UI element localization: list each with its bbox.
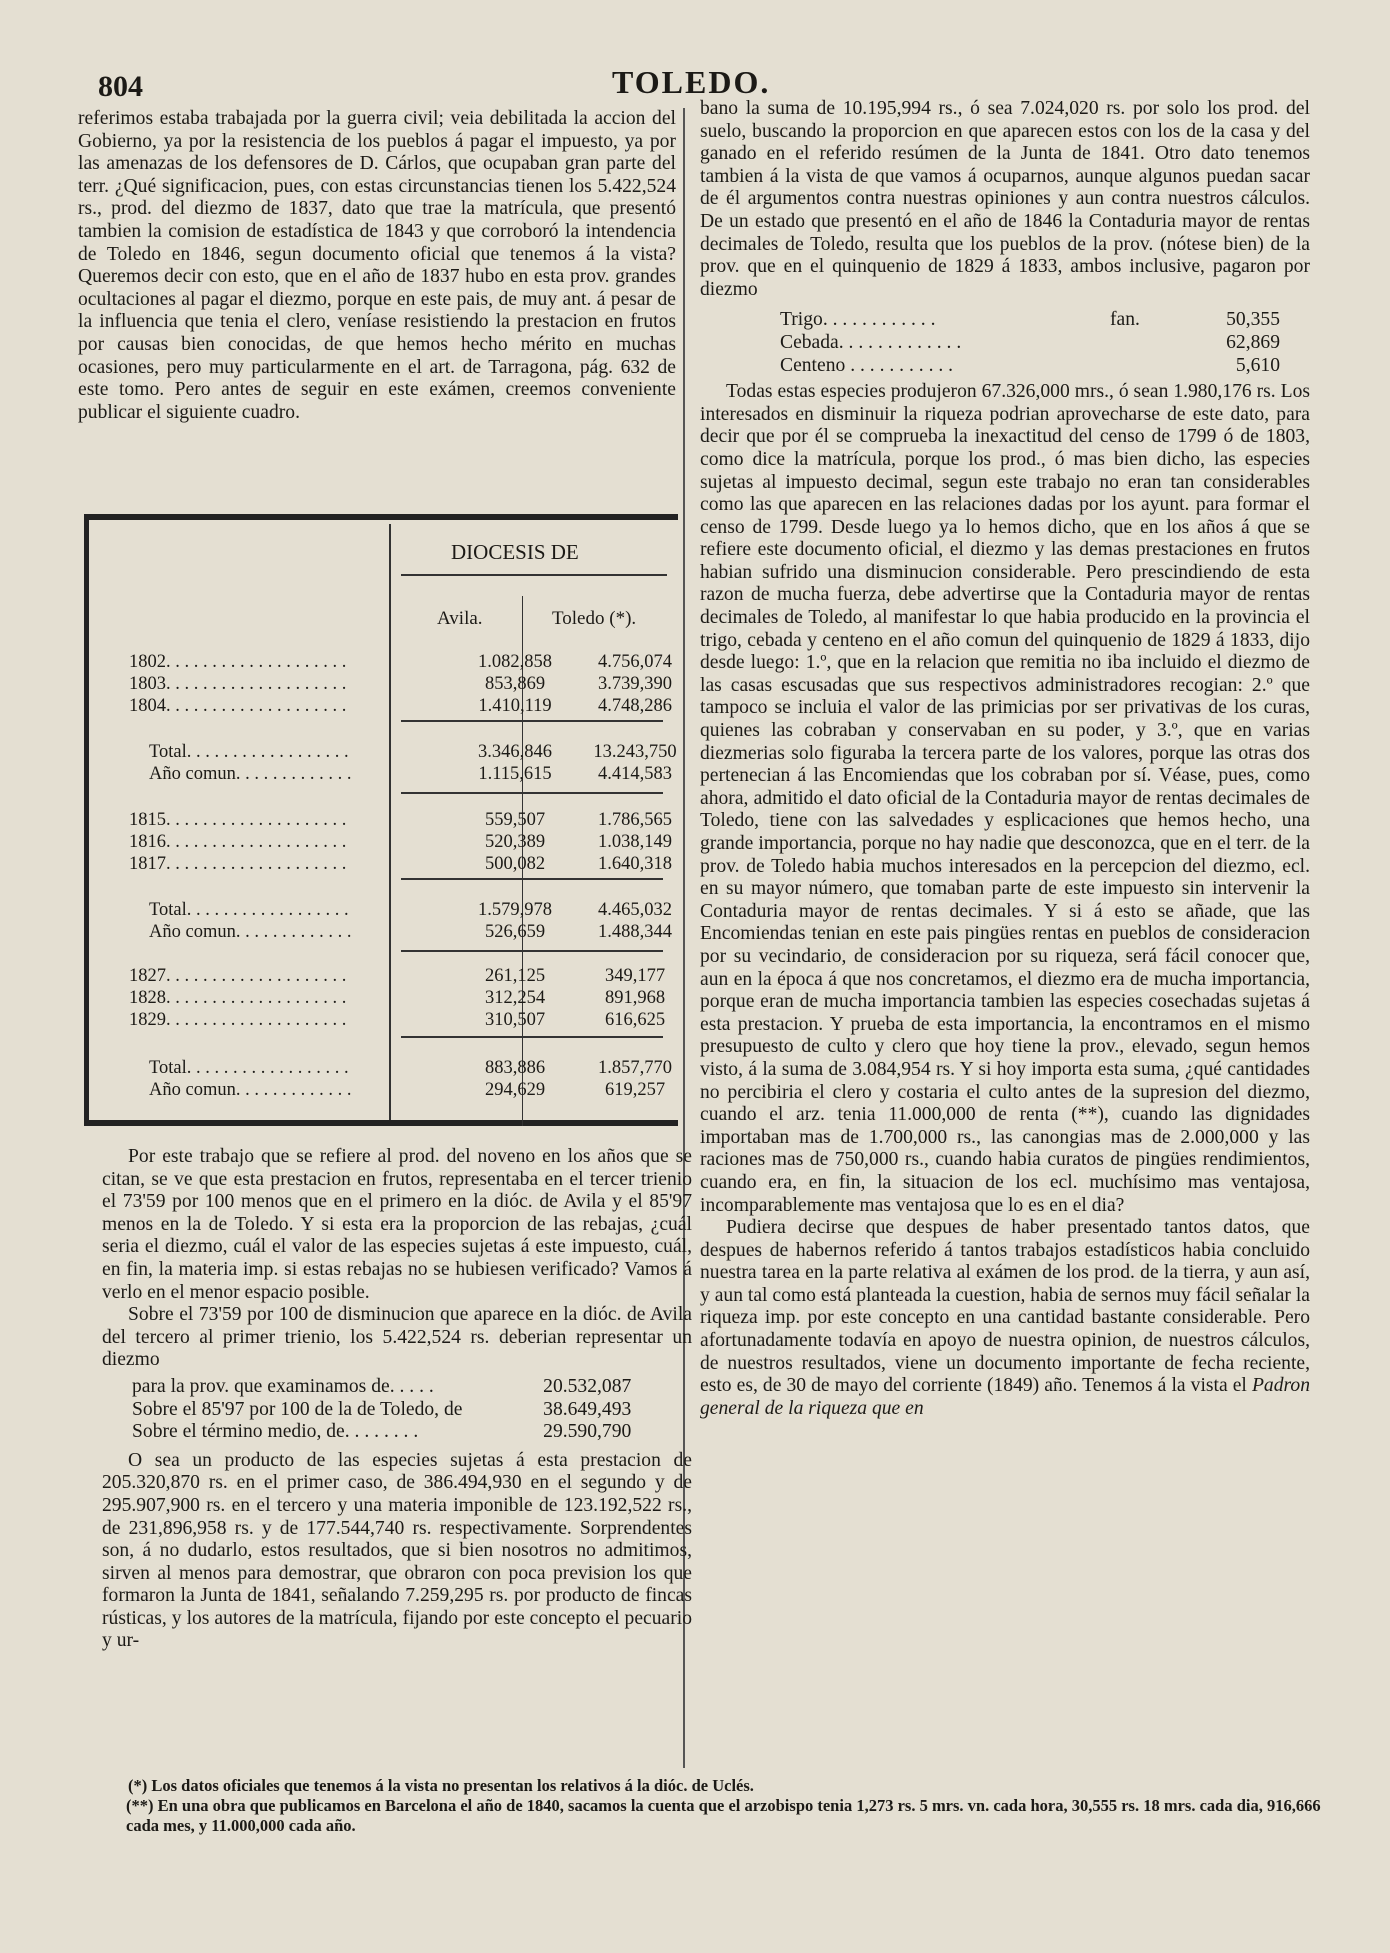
col-header-avila: Avila. bbox=[437, 608, 483, 629]
table-row: Año comun. . . . . . . . . . . . . 1.115,615 4.414,583 bbox=[149, 764, 672, 784]
paragraph: Sobre el 73'59 por 100 de disminucion que aparece en la dióc. de Avila del tercero al primer trienio, los 5.422,524 rs. deberian representar un diezmo bbox=[102, 1304, 692, 1371]
table-title-rule bbox=[401, 574, 667, 576]
grain-label: Trigo. . . . . . . . . . . . bbox=[780, 309, 936, 331]
grain-value: 62,869 bbox=[1226, 331, 1280, 353]
total-rule bbox=[401, 878, 663, 880]
grain-label: Centeno . . . . . . . . . . . bbox=[780, 354, 954, 376]
paragraph-text: Pudiera decirse que despues de haber presentado tantos datos, que despues de habernos referido á tantos trabajos estadísticos habia concluido nuestra tarea en la parte relativa al exámen de los prod. de la tierra, y aun así, y aun tal como está planteada la cuestion, habia de sernos muy fácil señalar la riqueza imp. por este concepto en una cantidad bastante considerable. Pero afortunadamente todavía en apoyo de nuestra opinion, de nuestros cálculos, de nuestros resultados, viene un documento importante de fecha reciente, esto es, de 30 de mayo del corriente (1849) año. Tenemos á la vista el bbox=[700, 1217, 1310, 1397]
estimate-table bbox=[132, 1376, 692, 1444]
table-row: 1817. . . . . . . . . . . . . . . . . . . . 500,082 1.640,318 bbox=[129, 854, 672, 874]
table-row: 1827. . . . . . . . . . . . . . . . . . . . 261,125 349,177 bbox=[129, 966, 666, 986]
group-rule bbox=[401, 792, 663, 794]
total-rule bbox=[401, 1036, 663, 1038]
table-row: 1803. . . . . . . . . . . . . . . . . . . . 853,869 3.739,390 bbox=[129, 674, 672, 694]
right-column bbox=[700, 98, 1310, 1420]
table-row: 1828. . . . . . . . . . . . . . . . . . . . 312,254 891,968 bbox=[129, 988, 666, 1008]
grain-table bbox=[780, 309, 1310, 377]
grain-unit: fan. bbox=[1110, 309, 1140, 331]
table-row: Total. . . . . . . . . . . . . . . . . . 883,886 1.857,770 bbox=[149, 1058, 672, 1078]
table-row: 1816. . . . . . . . . . . . . . . . . . . . 520,389 1.038,149 bbox=[129, 832, 672, 852]
footnote: (**) En una obra que publicamos en Barcelona el año de 1840, sacamos la cuenta que el arzobispo tenia 1,273 rs. 5 mrs. vn. cada hora, 30,555 rs. 18 mrs. cada dia, 916,666 cada mes, y 11.000,000 cada año. bbox=[126, 1796, 1321, 1835]
grain-label: Cebada. . . . . . . . . . . . . bbox=[780, 331, 962, 353]
col-header-toledo: Toledo (*). bbox=[552, 608, 637, 629]
table-title: DIOCESIS DE bbox=[451, 540, 579, 564]
italic-title: Padron general de la riqueza que en bbox=[700, 1375, 1310, 1419]
grain-unit bbox=[1110, 355, 1200, 378]
footnotes bbox=[128, 1776, 1328, 1836]
estimate-label: Sobre el 85'97 por 100 de la de Toledo, de bbox=[132, 1398, 463, 1420]
paragraph: Todas estas especies produjeron 67.326,000 mrs., ó sean 1.980,176 rs. Los interesados en disminuir la riqueza podrian aprovecharse de este dato, para decir que por él se comprueba la inexactitud del censo de 1799 ó de 1803, como dice la matrícula, porque los prod., ó mas bien dicho, las especies sujetas al impuesto decimal, segun este trabajo no eran tan considerables como las que aparecen en las relaciones dadas por los ayunt. para formar el censo de 1799. Desde luego ya lo hemos dicho, que en los años á que se refiere este documento oficial, el diezmo y las demas prestaciones en frutos habian sufrido una disminucion considerable. Pero prescindiendo de esta razon de mucha fuerza, debe advertirse que la Contaduria mayor de rentas decimales de Toledo, al manifestar lo que habia producido en la provincia el trigo, cebada y centeno en el año comun del quinquenio de 1829 á 1833, dijo desde luego: 1.º, que en la relacion que remitia no iba incluido el diezmo de las casas escusadas que sus respectivos administradores recogian: 2.º que tampoco se incluia el valor de las primicias por ser privativas de los curas, quienes las cobraban y conservaban en su poder, y 3.º, que en varias diezmerias solo figuraba la tercera parte de los valores, porque las otras dos pertenecian á las Encomiendas que los cobraban por sí. Véase, pues, como ahora, admitido el dato oficial de la Contaduria mayor de rentas decimales de Toledo, tiene con las salvedades y esplicaciones que hemos hecho, una grande importancia, porque no hay nadie que desconozca, que en el terr. de la prov. de Toledo habia muchos interesados en la percepcion del diezmo, ecl. en su mayor número, que tomaban parte de este impuesto sin intervenir la Contaduria mayor de rentas decimales. Y si á esto se añade, que las Encomiendas tenian en este pais pingües rentas en pueblos de consideracion por su vecindario, de consideracion por su riqueza, será fácil conocer que, aun en la época á que nos concretamos, el diezmo era de mucha importancia, porque eran de mucha importancia tambien las especies cosechadas sujetas á esta prestacion. Y prueba de esta importancia, la encontramos en el mismo presupuesto de culto y clero que hoy tiene la prov., elevado, segun hemos visto, á la suma de 3.084,954 rs. Y si hoy importa esta suma, ¿qué cantidades no percibiria el clero y costaria el culto antes de la supresion del diezmo, cuando el arz. tenia 11.000,000 de renta (**), cuando las dignidades importaban mas de 1.700,000 rs., las canongias mas de 2.000,000 y las raciones mas de 750,000 rs., cuando habia curatos de pingües rendimientos, cuando era, en fin, la situacion de los ecl. muchísimo mas ventajosa, incomparablemente mas ventajosa que lo es en el dia? bbox=[700, 381, 1310, 1216]
table-row: 1829. . . . . . . . . . . . . . . . . . . . 310,507 616,625 bbox=[129, 1010, 666, 1030]
estimate-label: para la prov. que examinamos de. . . . . bbox=[132, 1375, 434, 1397]
estimate-value: 38.649,493 bbox=[543, 1398, 632, 1420]
diocese-table bbox=[84, 514, 678, 1126]
estimate-label: Sobre el término medio, de. . . . . . . . bbox=[132, 1421, 419, 1443]
grain-value: 50,355 bbox=[1226, 309, 1280, 331]
paragraph: Por este trabajo que se refiere al prod. del noveno en los años que se citan, se ve que esta prestacion en frutos, representaba en el tercer trienio el 73'59 por 100 menos que en el primero en la dióc. de Avila y el 85'97 menos en la de Toledo. Y si esta era la proporcion de las rebajas, ¿cuál seria el diezmo, cuál el valor de las especies sujetas á este impuesto, cuál, en fin, la materia imp. si estas rebajas no se hubiesen verificado? Vamos á verlo en el menor espacio posible. bbox=[102, 1146, 692, 1303]
running-title: TOLEDO. bbox=[612, 64, 771, 100]
group-rule bbox=[401, 950, 663, 952]
footnote: (*) Los datos oficiales que tenemos á la vista no presentan los relativos á la dióc. de Uclés. bbox=[128, 1776, 754, 1795]
total-rule bbox=[401, 720, 663, 722]
paragraph: referimos estaba trabajada por la guerra civil; veia debilitada la accion del Gobierno, ya por la resistencia de los pueblos á pagar el impuesto, ya por las amenazas de los defensores de D. Cárlos, que ocupaban gran parte del terr. ¿Qué significacion, pues, con estas circunstancias tienen los 5.422,524 rs., prod. del diezmo de 1837, dato que trae la matrícula, que presentó tambien la comision de estadística de 1843 y que corroboró la intendencia de Toledo en 1846, segun documento oficial que tenemos á la vista? Queremos decir con esto, que en el año de 1837 hubo en esta prov. grandes ocultaciones al pagar el diezmo, porque en este pais, de muy ant. á pesar de la influencia que tenia el clero, veníase resistiendo la prestacion en frutos por causas bien conocidas, de que hemos hecho mérito en muchas ocasiones, pero muy particularmente en el art. de Tarragona, pág. 632 de este tomo. Pero antes de seguir en este exámen, creemos conveniente publicar el siguiente cuadro. bbox=[78, 108, 676, 423]
grain-value: 5,610 bbox=[1235, 354, 1280, 376]
page-number: 804 bbox=[98, 70, 143, 103]
paragraph: bano la suma de 10.195,994 rs., ó sea 7.024,020 rs. por solo los prod. del suelo, buscando la proporcion en que aparecen estos con los de la casa y del ganado en el referido resúmen de la Junta de 1841. Otro dato tenemos tambien á la vista de que vamos á ocuparnos, aunque algunos puedan sacar de él argumentos contra nuestras opiniones y aun contra nuestros cálculos. De un estado que presentó en el año de 1846 la Contaduria mayor de rentas decimales de Toledo, resulta que los pueblos de la prov. (nótese bien) de la prov. que en el quinquenio de 1829 á 1833, ambos inclusive, pagaron por diezmo bbox=[700, 98, 1310, 300]
left-column-top bbox=[78, 108, 676, 424]
table-row: 1815. . . . . . . . . . . . . . . . . . . . 559,507 1.786,565 bbox=[129, 810, 672, 830]
table-row: 1804. . . . . . . . . . . . . . . . . . . . 1.410,119 4.748,286 bbox=[129, 696, 672, 716]
table-row: 1802. . . . . . . . . . . . . . . . . . . . 1.082,858 4.756,074 bbox=[129, 652, 672, 672]
table-row: Total. . . . . . . . . . . . . . . . . . 3.346,846 13.243,750 bbox=[149, 742, 677, 762]
table-row: Año comun. . . . . . . . . . . . . 294,629 619,257 bbox=[149, 1080, 666, 1100]
grain-unit bbox=[1110, 332, 1200, 355]
table-row: Total. . . . . . . . . . . . . . . . . . 1.579,978 4.465,032 bbox=[149, 900, 672, 920]
paragraph-last bbox=[700, 1217, 1310, 1420]
table-row: Año comun. . . . . . . . . . . . . 526,659 1.488,344 bbox=[149, 922, 672, 942]
paragraph: O sea un producto de las especies sujetas á esta prestacion de 205.320,870 rs. en el primer caso, de 386.494,930 en el segundo y de 295.907,900 rs. en el tercero y una materia imponible de 123.192,522 rs., de 231,896,958 rs. y de 177.544,740 rs. respectivamente. Sorprendentes son, á no dudarlo, estos resultados, que si bien nosotros no admitimos, sirven al menos para demostrar, que obraron con poca prevision los que formaron la Junta de 1841, señalando 7.259,295 rs. por producto de fincas rústicas, y los autores de la matrícula, fijando por este concepto el pecuario y ur- bbox=[102, 1449, 692, 1652]
estimate-value: 20.532,087 bbox=[543, 1375, 632, 1397]
left-column-bottom bbox=[102, 1146, 692, 1653]
estimate-value: 29.590,790 bbox=[543, 1421, 632, 1443]
